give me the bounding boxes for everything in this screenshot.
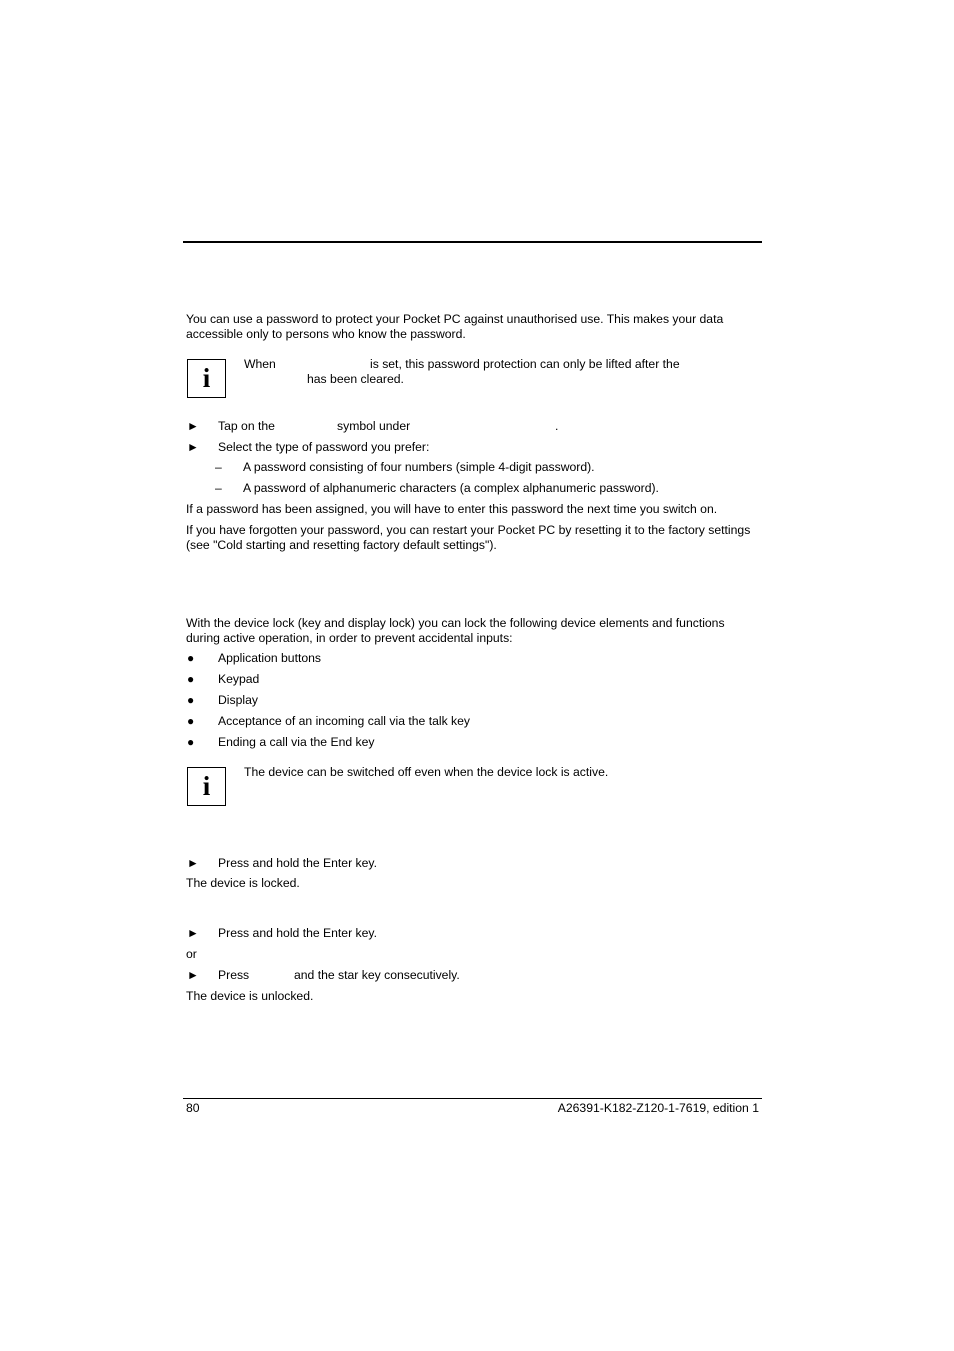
note-cleared: has been cleared.: [307, 372, 404, 386]
list-item: Acceptance of an incoming call via the talk key: [218, 714, 471, 728]
info-icon: i: [187, 767, 226, 806]
page-number: 80: [186, 1101, 200, 1115]
list-item: Application buttons: [218, 651, 321, 665]
footer-rule: [183, 1098, 762, 1099]
bullet-marker: ●: [187, 651, 195, 665]
step-marker: ►: [187, 968, 199, 982]
bullet-marker: ●: [187, 672, 195, 686]
step-select-type: Select the type of password you prefer:: [218, 440, 430, 454]
note-is-set: is set, this password protection can only be lifted after the: [370, 357, 680, 371]
list-item: Keypad: [218, 672, 260, 686]
document-id: A26391-K182-Z120-1-7619, edition 1: [557, 1101, 759, 1115]
step-period: .: [555, 419, 559, 433]
step-marker: ►: [187, 856, 199, 870]
unlock-press: Press: [218, 968, 250, 982]
note-switch-off: The device can be switched off even when the device lock is active.: [244, 765, 609, 779]
lock-intro-paragraph: With the device lock (key and display lock) you can lock the following device elements and functions during active operation, in order to prevent accidental inputs:: [186, 616, 725, 645]
unlock-result: The device is unlocked.: [186, 989, 314, 1003]
option-complex: A password of alphanumeric characters (a complex alphanumeric password).: [243, 481, 659, 495]
intro-paragraph: You can use a password to protect your Pocket PC against unauthorised use. This makes your data accessible only to persons who know the password.: [186, 312, 724, 341]
bullet-marker: ●: [187, 693, 195, 707]
step-marker: ►: [187, 440, 199, 454]
step-symbol-under: symbol under: [337, 419, 411, 433]
header-rule: [183, 241, 762, 243]
assigned-paragraph: If a password has been assigned, you will have to enter this password the next time you switch on.: [186, 502, 718, 516]
list-item: Ending a call via the End key: [218, 735, 375, 749]
bullet-marker: ●: [187, 714, 195, 728]
lock-step: Press and hold the Enter key.: [218, 856, 377, 870]
lock-result: The device is locked.: [186, 876, 300, 890]
unlock-or: or: [186, 947, 197, 961]
dash-marker: –: [215, 460, 222, 474]
step-tap-on: Tap on the: [218, 419, 275, 433]
unlock-step: Press and hold the Enter key.: [218, 926, 377, 940]
note-when: When: [244, 357, 276, 371]
dash-marker: –: [215, 481, 222, 495]
forgotten-paragraph: If you have forgotten your password, you can restart your Pocket PC by resetting it to the factory settings (see "Cold starting and resetting factory default settings").: [186, 523, 751, 552]
step-marker: ►: [187, 419, 199, 433]
step-marker: ►: [187, 926, 199, 940]
unlock-star-key: and the star key consecutively.: [294, 968, 460, 982]
option-simple: A password consisting of four numbers (simple 4-digit password).: [243, 460, 595, 474]
bullet-marker: ●: [187, 735, 195, 749]
info-icon: i: [187, 359, 226, 398]
list-item: Display: [218, 693, 258, 707]
